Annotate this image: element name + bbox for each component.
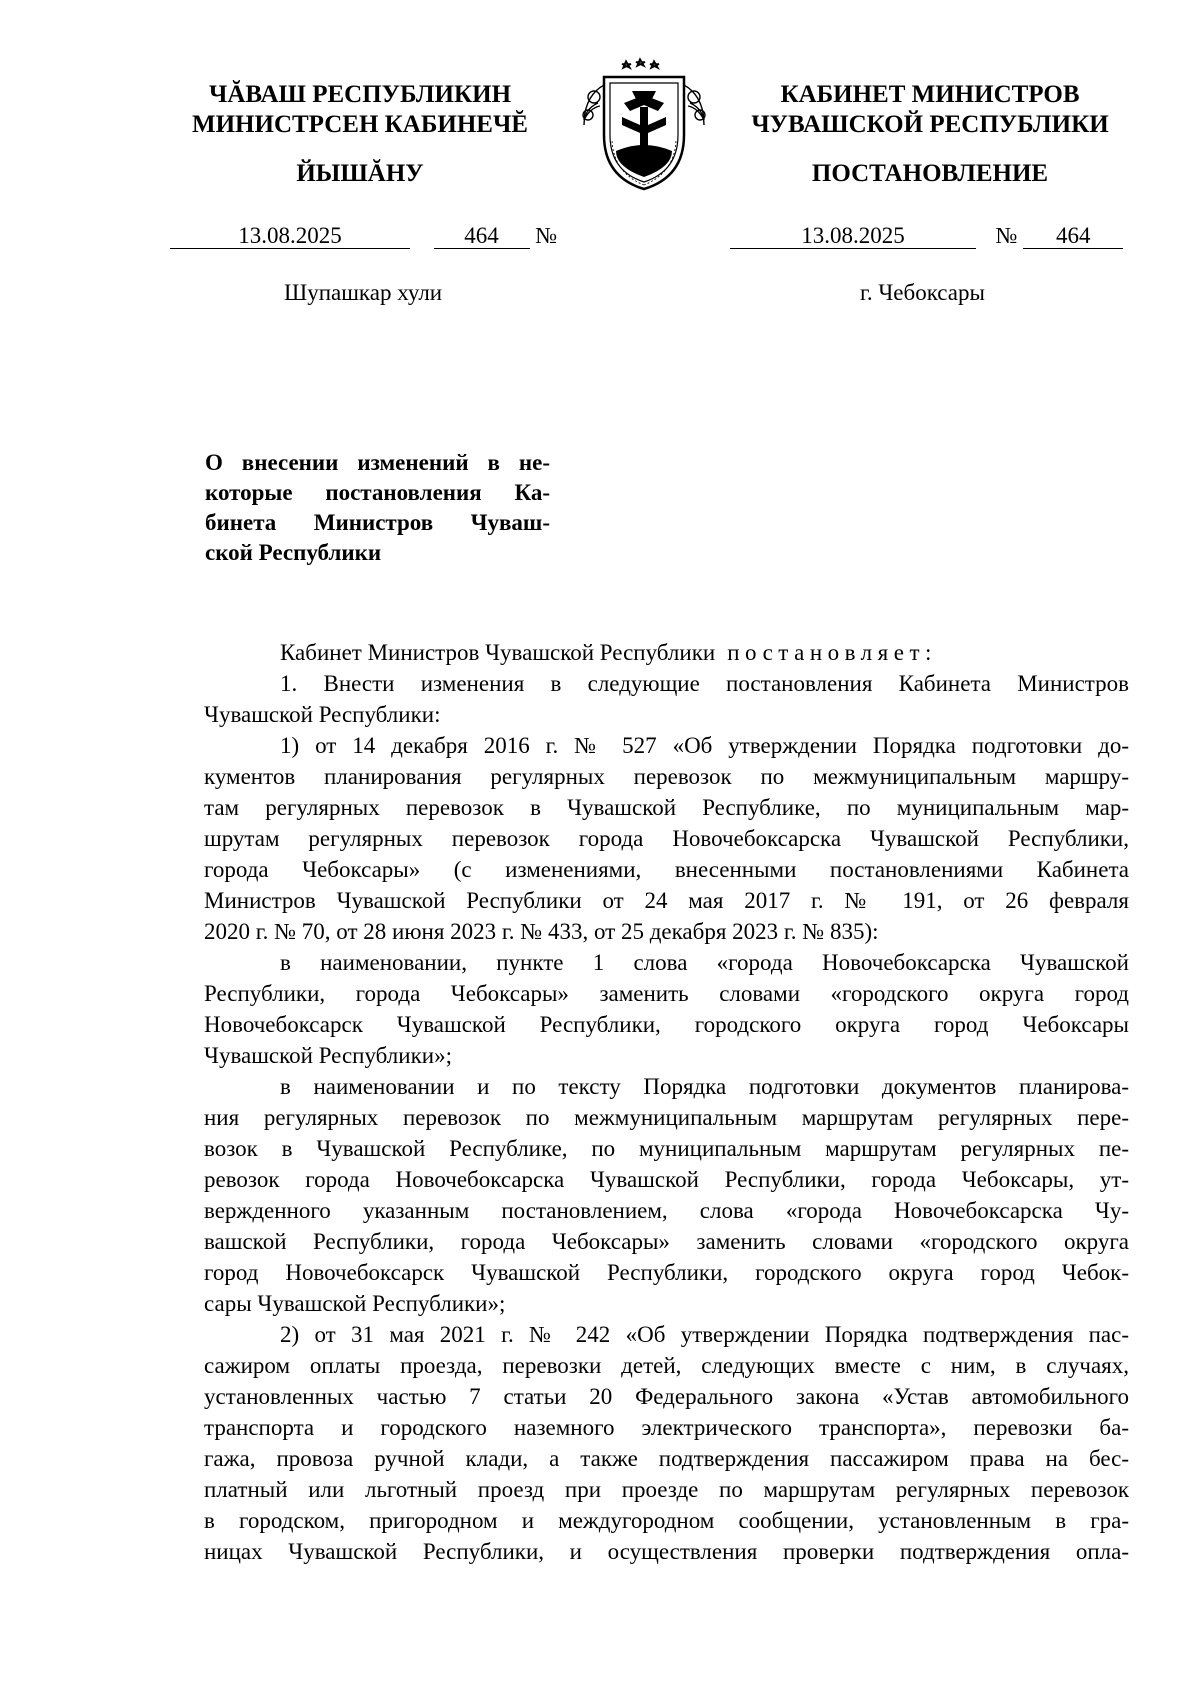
- body-line: в наименовании, пункте 1 слова «города Новочебоксарска Чувашской: [280, 950, 1129, 975]
- header-chuvash-line1: ЧĂВАШ РЕСПУБЛИКИН: [208, 81, 512, 108]
- body-line: шрутам регулярных перевозок города Новочебоксарска Чувашской Республики,: [204, 826, 1129, 851]
- body-line: Чувашской Республики:: [204, 702, 441, 727]
- body-line: гажа, провоза ручной клади, а также подтверждения пассажиром права на бес-: [204, 1446, 1129, 1471]
- body-line: транспорта и городского наземного электрического транспорта», перевозки ба-: [204, 1415, 1129, 1440]
- body-line: Новочебоксарск Чувашской Республики, городского округа город Чебоксары: [204, 1012, 1129, 1037]
- opening-verb: постановляет:: [727, 640, 937, 665]
- body-line: в городском, пригородном и междугородном сообщении, установленным в гра-: [204, 1508, 1129, 1533]
- date-field-russian: 13.08.2025: [730, 222, 976, 249]
- body-line: город Новочебоксарск Чувашской Республики, городского округа город Чебок-: [204, 1260, 1129, 1285]
- header-russian: [730, 80, 1130, 140]
- body-line: там регулярных перевозок в Чувашской Республике, по муниципальным мар-: [204, 795, 1129, 820]
- place-russian: г. Чебоксары: [860, 280, 985, 305]
- number-field-chuvash: 464: [434, 222, 530, 249]
- body-line: Чувашской Республики»;: [204, 1043, 452, 1068]
- opening-line: [204, 637, 1129, 668]
- opening-text: Кабинет Министров Чувашской Республики: [280, 640, 716, 665]
- date-field-chuvash: 13.08.2025: [170, 222, 410, 249]
- body-line: ревозок города Новочебоксарска Чувашской Республики, города Чебоксары, ут-: [204, 1167, 1129, 1192]
- header-russian-line1: КАБИНЕТ МИНИСТРОВ: [780, 81, 1080, 108]
- body-line: Республики, города Чебоксары» заменить словами «городского округа город: [204, 981, 1129, 1006]
- number-field-russian: 464: [1023, 222, 1123, 249]
- header-chuvash-line2: МИНИСТРСЕН КАБИНЕЧĔ: [192, 111, 528, 138]
- body-line: сары Чувашской Республики»;: [204, 1291, 506, 1316]
- body-line: Министров Чувашской Республики от 24 мая 2017 г. № 191, от 26 февраля: [204, 888, 1129, 913]
- number-sign-russian: №: [995, 223, 1018, 248]
- doctype-chuvash: ЙЫШĂНУ: [296, 160, 424, 187]
- header-russian-line2: ЧУВАШСКОЙ РЕСПУБЛИКИ: [751, 111, 1109, 138]
- subject-line: ской Республики: [205, 540, 382, 565]
- body-line: в наименовании и по тексту Порядка подготовки документов планирова-: [280, 1074, 1129, 1099]
- body-line: сажиром оплаты проезда, перевозки детей, следующих вместе с ним, в случаях,: [204, 1353, 1129, 1378]
- place-chuvash: Шупашкар хули: [284, 280, 443, 305]
- number-sign-chuvash: №: [535, 223, 558, 248]
- number-row-russian: [730, 222, 1123, 250]
- subject-line: О внесении изменений в не-: [205, 450, 550, 475]
- body-line: кументов планирования регулярных перевозок по межмуниципальным маршру-: [204, 764, 1129, 789]
- body-line: возок в Чувашской Республике, по муниципальным маршрутам регулярных пе-: [204, 1136, 1129, 1161]
- body-line: 1) от 14 декабря 2016 г. № 527 «Об утверждении Порядка подготовки до-: [280, 733, 1129, 758]
- body-line: вержденного указанным постановлением, слова «города Новочебоксарска Чу-: [204, 1198, 1129, 1223]
- body-line: платный или льготный проезд при проезде по маршрутам регулярных перевозок: [204, 1477, 1129, 1502]
- body-line: 2020 г. № 70, от 28 июня 2023 г. № 433, от 25 декабря 2023 г. № 835):: [204, 919, 879, 944]
- body-line: ницах Чувашской Республики, и осуществления проверки подтверждения опла-: [204, 1539, 1129, 1564]
- document-body: [204, 637, 1129, 1567]
- doctype-russian: ПОСТАНОВЛЕНИЕ: [811, 160, 1049, 187]
- body-line: 1. Внести изменения в следующие постановления Кабинета Министров: [280, 671, 1129, 696]
- body-line: вашской Республики, города Чебоксары» заменить словами «городского округа: [204, 1229, 1129, 1254]
- subject-line: которые постановления Ка-: [205, 480, 550, 505]
- header-chuvash: [150, 80, 570, 140]
- body-line: 2) от 31 мая 2021 г. № 242 «Об утверждении Порядка подтверждения пас-: [280, 1322, 1129, 1347]
- body-line: установленных частью 7 статьи 20 Федерального закона «Устав автомобильного: [204, 1384, 1129, 1409]
- body-line: города Чебоксары» (с изменениями, внесенными постановлениями Кабинета: [204, 857, 1129, 882]
- chuvash-republic-emblem-icon: [574, 55, 714, 195]
- subject-line: бинета Министров Чуваш-: [205, 510, 550, 535]
- document-subject: [205, 448, 550, 568]
- number-row-chuvash: [170, 222, 557, 250]
- body-line: ния регулярных перевозок по межмуниципальным маршрутам регулярных пере-: [204, 1105, 1129, 1130]
